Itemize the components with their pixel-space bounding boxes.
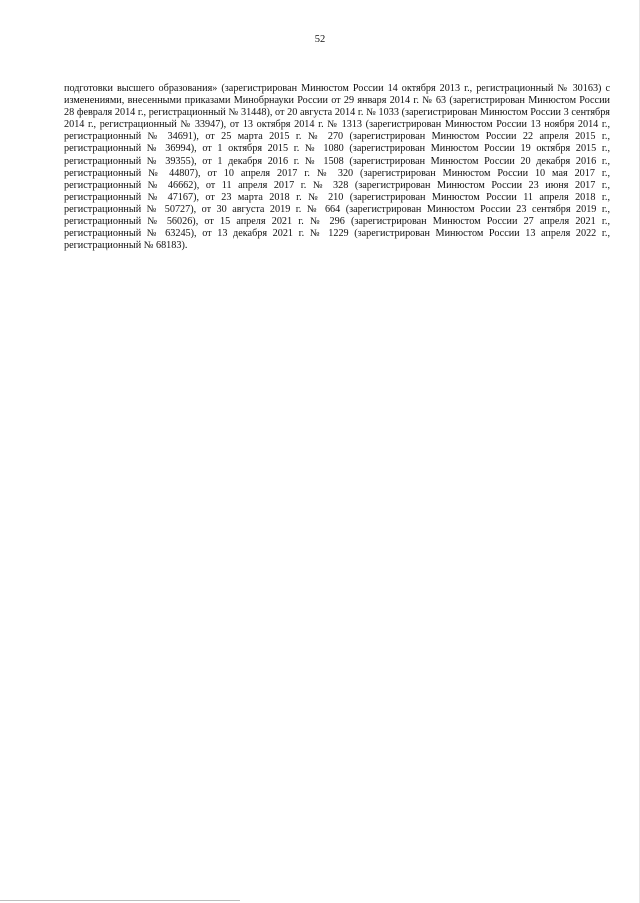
scan-artifact-line	[0, 900, 240, 901]
body-paragraph: подготовки высшего образования» (зарегистрирован Минюстом России 14 октября 2013 г., регистрационный № 30163) с изменениями, внесенными приказами Минобрнауки России от 29 января 2014 г. № 63 (зарегистрирован Минюстом России 28 февраля 2014 г., регистрационный № 31448), от 20 августа 2014 г. № 1033 (зарегистрирован Минюстом России 3 сентября 2014 г., регистрационный № 33947), от 13 октября 2014 г. № 1313 (зарегистрирован Минюстом России 13 ноября 2014 г., регистрационный № 34691), от 25 марта 2015 г. № 270 (зарегистрирован Минюстом России 22 апреля 2015 г., регистрационный № 36994), от 1 октября 2015 г. № 1080 (зарегистрирован Минюстом России 19 октября 2015 г., регистрационный № 39355), от 1 декабря 2016 г. № 1508 (зарегистрирован Минюстом России 20 декабря 2016 г., регистрационный № 44807), от 10 апреля 2017 г. № 320 (зарегистрирован Минюстом России 10 мая 2017 г., регистрационный № 46662), от 11 апреля 2017 г. № 328 (зарегистрирован Минюстом России 23 июня 2017 г., регистрационный № 47167), от 23 марта 2018 г. № 210 (зарегистрирован Минюстом России 11 апреля 2018 г., регистрационный № 50727), от 30 августа 2019 г. № 664 (зарегистрирован Минюстом России 23 сентября 2019 г., регистрационный № 56026), от 15 апреля 2021 г. № 296 (зарегистрирован Минюстом России 27 апреля 2021 г., регистрационный № 63245), от 13 декабря 2021 г. № 1229 (зарегистрирован Минюстом России 13 апреля 2022 г., регистрационный № 68183).	[64, 83, 610, 252]
page-number: 52	[314, 34, 326, 45]
